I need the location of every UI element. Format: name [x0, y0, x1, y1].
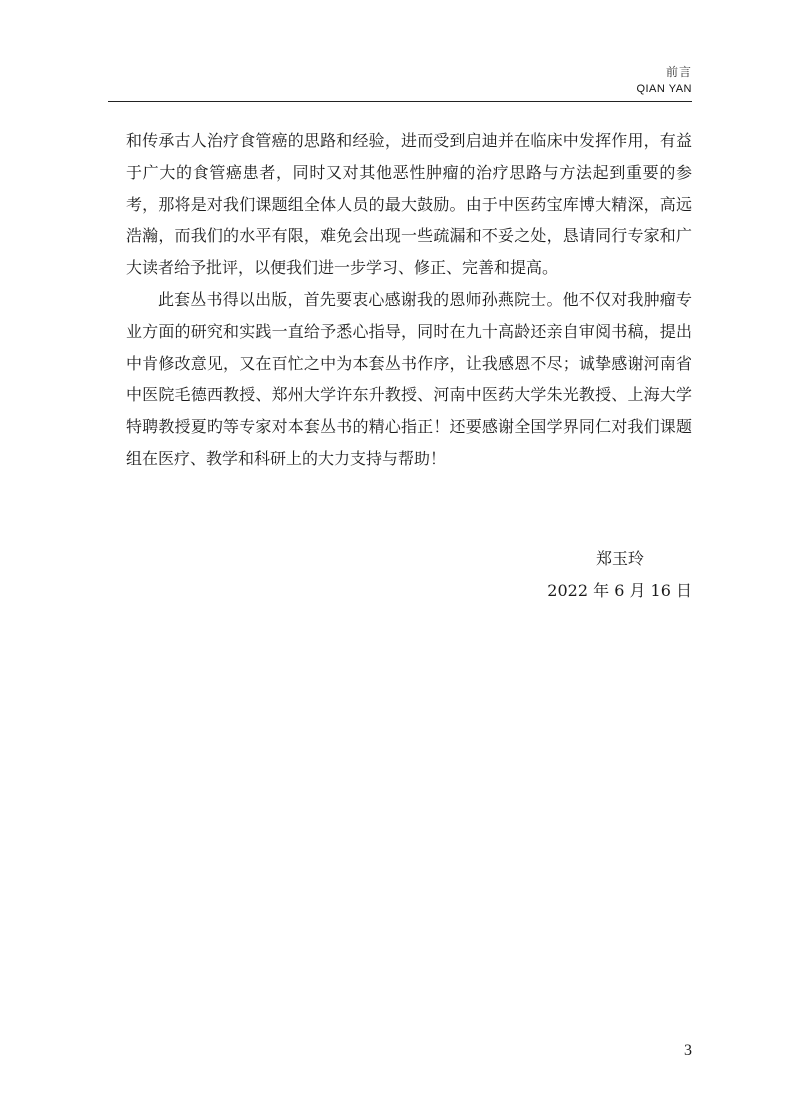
header-section-title-cn: 前言 — [665, 65, 692, 79]
header-rule — [108, 101, 692, 102]
page-number: 3 — [684, 1042, 692, 1059]
signature-date: 2022 年 6 月 16 日 — [547, 581, 692, 600]
header-section-title-en: QIAN YAN — [636, 83, 692, 95]
author-signature: 郑玉玲 — [595, 549, 644, 568]
paragraph-acknowledgements: 此套丛书得以出版，首先要衷心感谢我的恩师孙燕院士。他不仅对我肿瘤专业方面的研究和实践一直给予悉心指导，同时在九十高龄还亲自审阅书稿，提出中肯修改意见，又在百忙之中为本套丛书作序，让我感恩不尽；诚挚感谢河南省中医院毛德西教授、郑州大学许东升教授、河南中医药大学朱光教授、上海大学特聘教授夏旳等专家对本套丛书的精心指正！还要感谢全国学界同仁对我们课题组在医疗、教学和科研上的大力支持与帮助！ — [126, 289, 692, 468]
running-header — [636, 64, 692, 98]
body-text — [126, 125, 692, 475]
paragraph-continued: 和传承古人治疗食管癌的思路和经验，进而受到启迪并在临床中发挥作用，有益于广大的食管癌患者，同时又对其他恶性肿瘤的治疗思路与方法起到重要的参考，那将是对我们课题组全体人员的最大鼓励。由于中医药宝库博大精深，高远浩瀚，而我们的水平有限，难免会出现一些疏漏和不妥之处，恳请同行专家和广大读者给予批评，以便我们进一步学习、修正、完善和提高。 — [126, 131, 692, 278]
